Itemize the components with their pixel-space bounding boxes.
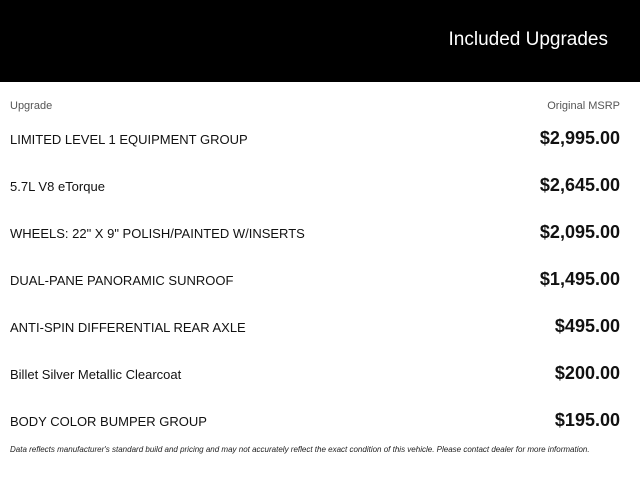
header-banner [0, 0, 640, 82]
upgrade-price: $195.00 [554, 410, 620, 430]
upgrade-name: BODY COLOR BUMPER GROUP [10, 414, 207, 429]
table-header [10, 100, 620, 114]
upgrade-list [10, 118, 620, 447]
upgrade-price: $1,495.00 [539, 269, 620, 289]
table-row [10, 400, 620, 447]
upgrade-price: $2,645.00 [539, 175, 620, 195]
upgrade-name: Billet Silver Metallic Clearcoat [10, 367, 182, 382]
upgrade-price: $495.00 [554, 316, 620, 336]
table-row [10, 165, 620, 212]
table-row [10, 259, 620, 306]
upgrade-price: $2,995.00 [539, 128, 620, 148]
table-row [10, 118, 620, 165]
column-header-msrp: Original MSRP [547, 100, 620, 112]
table-row [10, 353, 620, 400]
table-row [10, 212, 620, 259]
upgrade-name: DUAL-PANE PANORAMIC SUNROOF [10, 273, 234, 288]
page-title: Included Upgrades [448, 29, 608, 50]
upgrade-price: $2,095.00 [539, 222, 620, 242]
upgrade-name: 5.7L V8 eTorque [10, 179, 105, 194]
upgrade-name: ANTI-SPIN DIFFERENTIAL REAR AXLE [10, 320, 246, 335]
disclaimer-text: Data reflects manufacturer's standard build and pricing and may not accurately reflect the exact condition of this vehicle. Please contact dealer for more information. [10, 445, 590, 454]
upgrade-name: LIMITED LEVEL 1 EQUIPMENT GROUP [10, 132, 248, 147]
upgrade-price: $200.00 [554, 363, 620, 383]
column-header-upgrade: Upgrade [10, 100, 53, 112]
table-row [10, 306, 620, 353]
upgrade-name: WHEELS: 22" X 9" POLISH/PAINTED W/INSERTS [10, 226, 305, 241]
